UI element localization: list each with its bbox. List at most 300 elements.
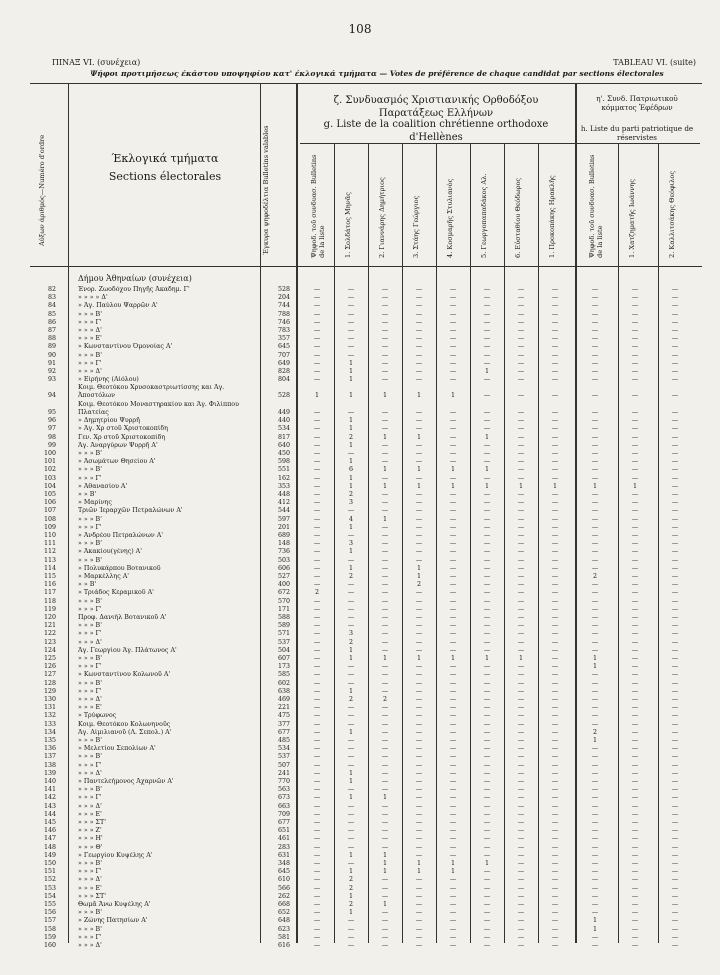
vote-cell: — xyxy=(449,679,457,687)
vote-cell: 1 xyxy=(348,368,353,375)
vote-cell: — xyxy=(415,679,423,687)
row-number: 107 xyxy=(43,507,56,515)
vote-cell: — xyxy=(551,581,559,589)
vote-cell: — xyxy=(631,556,639,564)
vote-cell: — xyxy=(591,802,599,810)
vote-cell: — xyxy=(313,343,321,351)
vote-cell: — xyxy=(415,901,423,908)
vote-cell: — xyxy=(631,310,639,318)
vote-cell: — xyxy=(517,786,525,794)
vote-cell: — xyxy=(551,515,559,523)
vote-cell: — xyxy=(591,466,599,474)
section-name: » Ἀθανασίου Α' xyxy=(78,482,128,490)
vote-cell: — xyxy=(313,540,321,548)
vote-cell: — xyxy=(381,925,389,933)
row-number: 90 xyxy=(47,351,56,359)
vote-cell: — xyxy=(313,614,321,621)
section-name: » » » Β' xyxy=(78,737,102,744)
table-row xyxy=(0,712,720,720)
row-number: 156 xyxy=(43,909,56,917)
vote-cell: — xyxy=(517,851,525,859)
vote-cell: — xyxy=(449,605,457,613)
vote-cell: — xyxy=(591,901,599,908)
vote-cell: — xyxy=(631,573,639,580)
vote-cell: 1 xyxy=(348,851,353,859)
vote-cell: — xyxy=(347,450,355,457)
vote-cell: — xyxy=(313,605,321,613)
valid-ballots: 744 xyxy=(277,302,290,310)
vote-cell: — xyxy=(449,884,457,892)
vote-cell: 1 xyxy=(382,466,387,474)
table-row xyxy=(0,524,720,532)
section-name: » » » Γ' xyxy=(78,523,102,531)
vote-cell: — xyxy=(551,466,559,474)
vote-cell: — xyxy=(631,761,639,769)
vote-cell: — xyxy=(381,671,389,679)
vote-cell: — xyxy=(415,491,423,498)
coalition-g-title-fr: g. Liste de la coalition chrétienne orthodoxe d'Hellènes xyxy=(323,119,549,143)
vote-cell: — xyxy=(517,548,525,556)
valid-ballots: 534 xyxy=(277,425,290,433)
vote-cell: — xyxy=(449,318,457,326)
vote-cell: — xyxy=(313,712,321,720)
vote-cell: — xyxy=(591,392,599,400)
vote-cell: — xyxy=(415,417,423,425)
vote-cell: 2 xyxy=(348,573,353,580)
vote-cell: — xyxy=(671,515,679,523)
vote-cell: 1 xyxy=(382,901,387,908)
vote-cell: — xyxy=(671,532,679,539)
table-row xyxy=(0,934,720,942)
vote-cell: 3 xyxy=(348,630,353,638)
vote-cell: — xyxy=(483,335,491,343)
valid-ballots: 283 xyxy=(277,843,290,851)
vote-cell: — xyxy=(671,614,679,621)
row-number: 160 xyxy=(43,942,56,949)
vote-cell: — xyxy=(671,687,679,695)
vote-cell: — xyxy=(551,622,559,630)
vote-cell: 1 xyxy=(518,655,523,662)
vote-cell: — xyxy=(517,302,525,310)
vote-cell: — xyxy=(449,712,457,720)
vote-cell: — xyxy=(517,499,525,507)
vote-cell: — xyxy=(517,663,525,671)
vote-cell: — xyxy=(415,540,423,548)
section-name: » » » Δ' xyxy=(78,327,102,334)
vote-cell: — xyxy=(631,605,639,613)
vote-cell: — xyxy=(551,458,559,466)
section-name: » » » Β' xyxy=(78,622,102,630)
vote-cell: — xyxy=(449,876,457,884)
vote-cell: — xyxy=(381,318,389,326)
vote-cell: — xyxy=(415,704,423,712)
section-name: » » » Ε' xyxy=(78,335,102,343)
table-row xyxy=(0,376,720,384)
vote-cell: — xyxy=(449,294,457,302)
vote-cell: — xyxy=(671,450,679,457)
vote-cell: — xyxy=(313,876,321,884)
vote-cell: — xyxy=(671,327,679,334)
vote-cell: — xyxy=(313,794,321,802)
vote-cell: — xyxy=(591,286,599,293)
total-votes-header: Έγκυρα ψηφοδέλτια Bulletins valables xyxy=(262,125,270,255)
vote-cell: — xyxy=(313,810,321,818)
section-name: » » » Β' xyxy=(78,925,102,933)
vote-cell: — xyxy=(449,417,457,425)
table-row xyxy=(0,909,720,917)
vote-cell: 2 xyxy=(382,696,387,703)
vote-cell: — xyxy=(483,589,491,597)
vote-cell: — xyxy=(631,458,639,466)
table-row xyxy=(0,532,720,540)
vote-cell: — xyxy=(517,441,525,449)
candidate-header-3: 3. Στάης Γεώργιος xyxy=(412,195,420,258)
vote-cell: — xyxy=(347,745,355,753)
table-row xyxy=(0,729,720,737)
vote-cell: — xyxy=(483,622,491,630)
vote-cell: — xyxy=(631,286,639,293)
vote-cell: — xyxy=(347,942,355,949)
vote-cell: 2 xyxy=(348,433,353,441)
vote-cell: — xyxy=(551,868,559,876)
vote-cell: — xyxy=(449,327,457,334)
section-name: » » » Β' xyxy=(78,860,102,867)
vote-cell: — xyxy=(381,909,389,917)
table-row xyxy=(0,294,720,302)
vote-cell: — xyxy=(313,335,321,343)
vote-cell: 2 xyxy=(348,491,353,498)
vote-cell: — xyxy=(551,614,559,621)
table-row xyxy=(0,926,720,934)
row-number: 121 xyxy=(43,622,56,630)
vote-cell: — xyxy=(449,523,457,531)
vote-cell: — xyxy=(551,728,559,736)
vote-cell: — xyxy=(591,614,599,621)
table-row xyxy=(0,917,720,925)
vote-cell: — xyxy=(591,417,599,425)
valid-ballots: 638 xyxy=(277,687,290,695)
row-number: 105 xyxy=(43,491,56,498)
vote-cell: — xyxy=(381,605,389,613)
vote-cell: — xyxy=(381,573,389,580)
vote-cell: — xyxy=(517,728,525,736)
vote-cell: — xyxy=(671,868,679,876)
vote-cell: 1 xyxy=(348,769,353,777)
vote-cell: — xyxy=(415,794,423,802)
table-row xyxy=(0,622,720,630)
table-row xyxy=(0,589,720,597)
vote-cell: — xyxy=(631,433,639,441)
vote-cell: — xyxy=(551,556,559,564)
vote-cell: — xyxy=(517,712,525,720)
row-number: 141 xyxy=(43,786,56,794)
vote-cell: — xyxy=(671,417,679,425)
candidate-header-9: 1. Χατζηματῆς Ιωάννης xyxy=(628,179,636,258)
section-name: » » » Γ' xyxy=(78,794,102,802)
valid-ballots: 736 xyxy=(277,548,290,556)
row-number: 129 xyxy=(43,687,56,695)
table-row xyxy=(0,868,720,876)
vote-cell: — xyxy=(483,564,491,572)
vote-cell: — xyxy=(671,794,679,802)
table-row xyxy=(0,630,720,638)
vote-cell: — xyxy=(347,843,355,851)
vote-cell: — xyxy=(449,737,457,744)
vote-cell: — xyxy=(591,720,599,728)
vote-cell: — xyxy=(591,597,599,605)
vote-cell: — xyxy=(517,671,525,679)
vote-cell: — xyxy=(381,646,389,654)
vote-cell: — xyxy=(381,778,389,785)
vote-cell: — xyxy=(671,679,679,687)
vote-cell: — xyxy=(483,884,491,892)
vote-cell: — xyxy=(381,286,389,293)
vote-cell: — xyxy=(381,351,389,359)
valid-ballots: 649 xyxy=(277,359,290,367)
vote-cell: — xyxy=(671,876,679,884)
vote-cell: — xyxy=(671,942,679,949)
vote-cell: — xyxy=(551,884,559,892)
vote-cell: — xyxy=(517,884,525,892)
candidate-header-1: 1. Σολδάτος Μηνᾶς xyxy=(344,192,352,258)
vote-cell: — xyxy=(313,679,321,687)
valid-ballots: 689 xyxy=(277,532,290,539)
vote-cell: — xyxy=(517,343,525,351)
vote-cell: — xyxy=(591,622,599,630)
table-row xyxy=(0,852,720,860)
vote-cell: — xyxy=(671,286,679,293)
vote-cell: 1 xyxy=(348,359,353,367)
table-row xyxy=(0,573,720,581)
vote-cell: — xyxy=(415,499,423,507)
vote-cell: — xyxy=(381,728,389,736)
vote-cell: — xyxy=(631,294,639,302)
vote-cell: — xyxy=(631,868,639,876)
vote-cell: — xyxy=(483,556,491,564)
vote-cell: 1 xyxy=(416,655,421,662)
valid-ballots: 616 xyxy=(277,942,290,949)
vote-cell: 1 xyxy=(348,425,353,433)
vote-cell: — xyxy=(381,786,389,794)
vote-cell: — xyxy=(483,630,491,638)
vote-cell: — xyxy=(671,827,679,835)
valid-ballots: 668 xyxy=(277,901,290,908)
section-name: » » » Β' xyxy=(78,556,102,564)
vote-cell: 1 xyxy=(484,433,489,441)
row-number: 153 xyxy=(43,884,56,892)
vote-cell: — xyxy=(483,351,491,359)
vote-cell: 1 xyxy=(382,433,387,441)
vote-cell: — xyxy=(591,499,599,507)
vote-cell: — xyxy=(483,450,491,457)
vote-cell: — xyxy=(347,679,355,687)
vote-cell: — xyxy=(449,925,457,933)
section-name: » Ἀσωμάτων Θησείου Α' xyxy=(78,458,156,466)
vote-cell: — xyxy=(347,663,355,671)
vote-cell: — xyxy=(671,901,679,908)
vote-cell: — xyxy=(631,318,639,326)
vote-cell: — xyxy=(517,359,525,367)
vote-cell: — xyxy=(415,925,423,933)
row-number: 150 xyxy=(43,860,56,867)
valid-ballots: 527 xyxy=(277,573,290,580)
vote-cell: — xyxy=(313,466,321,474)
vote-cell: 1 xyxy=(592,917,597,925)
vote-cell: — xyxy=(551,827,559,835)
valid-ballots: 469 xyxy=(277,696,290,703)
vote-cell: — xyxy=(449,778,457,785)
table-row xyxy=(0,565,720,573)
vote-cell: — xyxy=(415,589,423,597)
header-bottom-rule xyxy=(30,266,702,267)
vote-cell: — xyxy=(483,712,491,720)
vote-cell: — xyxy=(313,720,321,728)
vote-cell: 1 xyxy=(382,851,387,859)
row-number: 101 xyxy=(43,458,56,466)
row-number: 114 xyxy=(43,564,56,572)
vote-cell: — xyxy=(517,810,525,818)
vote-cell: — xyxy=(671,318,679,326)
vote-cell: — xyxy=(347,507,355,515)
section-name: » » » Β' xyxy=(78,310,102,318)
vote-cell: — xyxy=(449,696,457,703)
vote-cell: — xyxy=(671,909,679,917)
vote-cell: — xyxy=(591,638,599,646)
vote-cell: — xyxy=(551,696,559,703)
vote-cell: — xyxy=(671,376,679,384)
vote-cell: — xyxy=(449,630,457,638)
section-name: » » » Ε' xyxy=(78,884,102,892)
vote-cell: — xyxy=(313,655,321,662)
valid-ballots: 450 xyxy=(277,450,290,457)
vote-cell: — xyxy=(381,679,389,687)
vote-cell: — xyxy=(551,433,559,441)
vote-cell: — xyxy=(551,359,559,367)
vote-cell: — xyxy=(381,581,389,589)
vote-cell: — xyxy=(551,491,559,498)
table-row xyxy=(0,548,720,556)
vote-cell: — xyxy=(551,318,559,326)
table-row xyxy=(0,811,720,819)
row-number: 155 xyxy=(43,901,56,908)
section-name: » » » Β' xyxy=(78,540,102,548)
valid-ballots: 221 xyxy=(277,704,290,712)
valid-ballots: 162 xyxy=(277,474,290,482)
valid-ballots: 589 xyxy=(277,622,290,630)
valid-ballots: 770 xyxy=(277,778,290,785)
valid-ballots: 544 xyxy=(277,507,290,515)
vote-cell: 1 xyxy=(632,482,637,490)
vote-cell: — xyxy=(551,909,559,917)
vote-cell: — xyxy=(483,835,491,843)
vote-cell: 1 xyxy=(348,441,353,449)
vote-cell: — xyxy=(631,597,639,605)
vote-cell: — xyxy=(591,778,599,785)
row-number: 142 xyxy=(43,794,56,802)
valid-ballots: 563 xyxy=(277,786,290,794)
table-row xyxy=(0,721,720,729)
section-name: » » » Β' xyxy=(78,679,102,687)
vote-cell: — xyxy=(483,819,491,826)
vote-cell: — xyxy=(449,819,457,826)
vote-cell: — xyxy=(313,917,321,925)
vote-cell: — xyxy=(517,614,525,621)
vote-cell: — xyxy=(415,556,423,564)
vote-cell: 1 xyxy=(450,482,455,490)
valid-ballots: 571 xyxy=(277,630,290,638)
vote-cell: — xyxy=(517,523,525,531)
table-row xyxy=(0,696,720,704)
vote-cell: — xyxy=(483,925,491,933)
vote-cell: — xyxy=(313,499,321,507)
valid-ballots: 602 xyxy=(277,679,290,687)
table-row xyxy=(0,327,720,335)
table-subtitle: Ψήφοι προτιμήσεως έκάστου υποψηφίου κατ' έκλογικά τμήματα — Votes de préférence de chaque candidat par sections électorales xyxy=(90,69,664,78)
vote-cell: — xyxy=(313,474,321,482)
table-row xyxy=(0,704,720,712)
vote-cell: — xyxy=(631,327,639,334)
vote-cell: — xyxy=(671,753,679,761)
vote-cell: 1 xyxy=(348,794,353,802)
vote-cell: — xyxy=(313,737,321,744)
valid-ballots: 828 xyxy=(277,368,290,375)
vote-cell: — xyxy=(671,589,679,597)
row-number: 88 xyxy=(47,335,56,343)
vote-cell: — xyxy=(631,802,639,810)
section-name: » » » Γ' xyxy=(78,933,102,941)
vote-cell: — xyxy=(483,942,491,949)
table-row xyxy=(0,680,720,688)
vote-cell: — xyxy=(313,646,321,654)
vote-cell: — xyxy=(313,892,321,900)
vote-cell: — xyxy=(551,450,559,457)
vote-cell: — xyxy=(381,638,389,646)
vote-cell: — xyxy=(671,605,679,613)
vote-cell: — xyxy=(551,851,559,859)
vote-cell: — xyxy=(591,671,599,679)
vote-cell: — xyxy=(449,408,457,416)
table-row xyxy=(0,516,720,524)
vote-cell: — xyxy=(551,302,559,310)
vote-cell: — xyxy=(415,441,423,449)
section-name: » » » Ζ' xyxy=(78,827,102,835)
vote-cell: — xyxy=(631,778,639,785)
vote-cell: — xyxy=(483,614,491,621)
row-number: 147 xyxy=(43,835,56,843)
section-name: Ἁγ. Αἰμιλιανοῦ (Λ. Σεπολ.) Α' xyxy=(78,728,172,736)
vote-cell: — xyxy=(591,450,599,457)
vote-cell: — xyxy=(671,851,679,859)
vote-cell: — xyxy=(449,335,457,343)
vote-cell: — xyxy=(551,327,559,334)
vote-cell: — xyxy=(591,302,599,310)
vote-cell: — xyxy=(671,482,679,490)
vote-cell: — xyxy=(449,351,457,359)
valid-ballots: 485 xyxy=(277,737,290,744)
vote-cell: 1 xyxy=(416,573,421,580)
vote-cell: — xyxy=(313,761,321,769)
table-row xyxy=(0,450,720,458)
row-number: 102 xyxy=(43,466,56,474)
vote-cell: — xyxy=(347,408,355,416)
vote-cell: 1 xyxy=(348,687,353,695)
valid-ballots: 651 xyxy=(277,827,290,835)
vote-cell: — xyxy=(517,835,525,843)
row-number: 84 xyxy=(47,302,56,310)
row-number: 95 xyxy=(47,408,56,416)
vote-cell: — xyxy=(591,860,599,867)
vote-cell: — xyxy=(381,663,389,671)
